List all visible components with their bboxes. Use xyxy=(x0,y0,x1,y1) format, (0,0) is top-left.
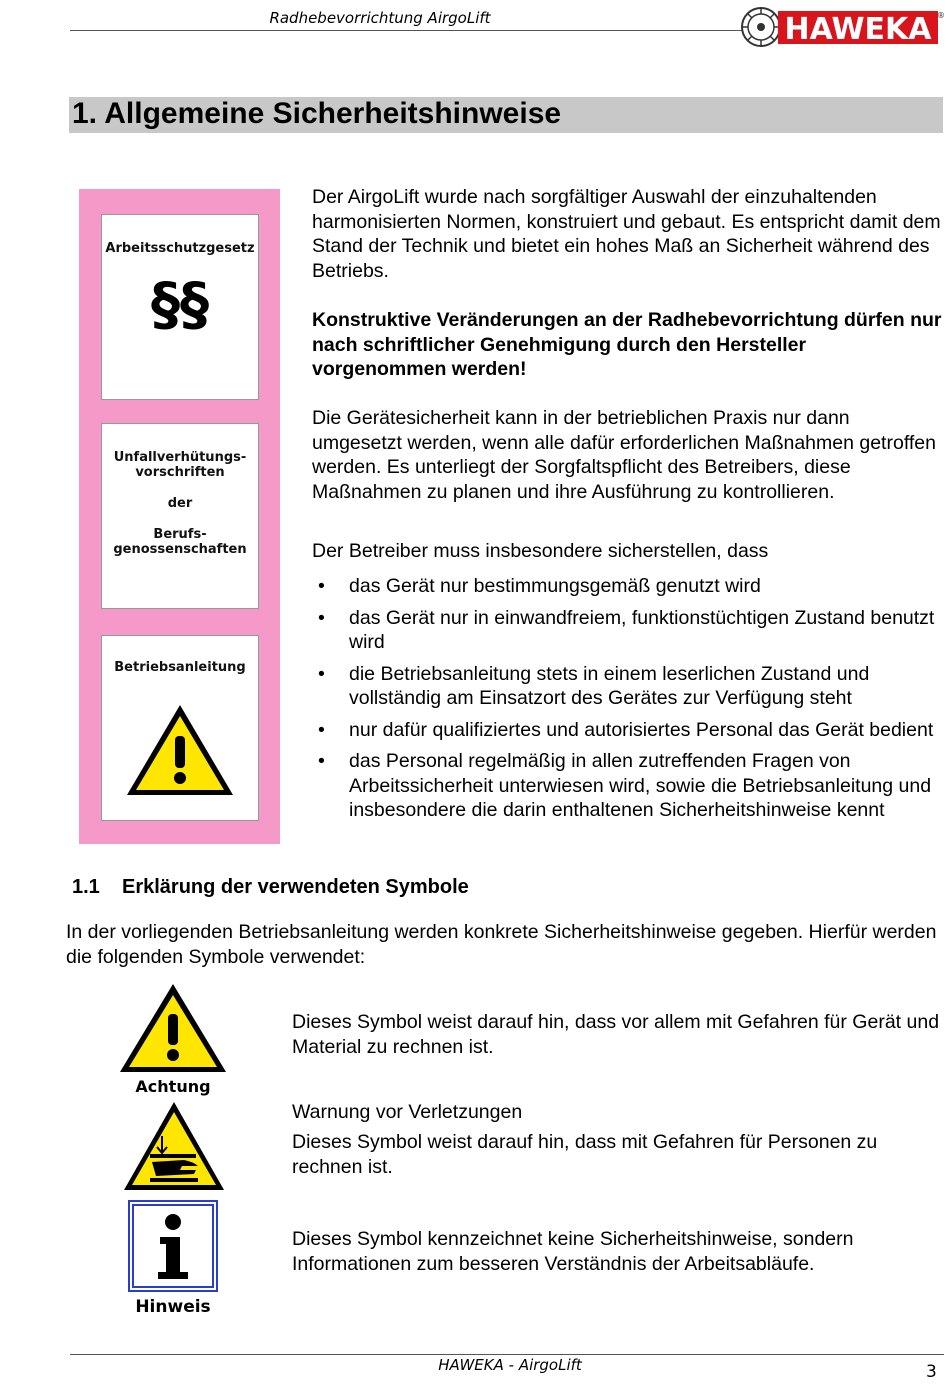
sign-line: Berufs- xyxy=(153,527,207,542)
symbol-caption: Hinweis xyxy=(135,1297,211,1317)
page-number: 3 xyxy=(926,1362,937,1382)
operator-duties-list xyxy=(312,574,942,830)
sign-betriebsanleitung xyxy=(101,635,259,821)
symbol-title: Warnung vor Verletzungen xyxy=(292,1101,523,1123)
operator-paragraph: Der Betreiber muss insbesondere sicherstellen, dass xyxy=(312,540,769,562)
sign-arbeitsschutzgesetz xyxy=(101,214,259,400)
warning-triangle-icon xyxy=(118,982,228,1074)
sign-line: Unfallverhütungs- xyxy=(113,450,247,465)
registered-mark: ® xyxy=(937,11,945,20)
sign-line: der xyxy=(167,496,193,511)
section-title: 1. Allgemeine Sicherheitshinweise xyxy=(72,97,562,130)
subsection-title xyxy=(72,876,469,899)
safety-paragraph: Die Gerätesicherheit kann in der betrieblichen Praxis nur dann umgesetzt werden, wenn alle dafür erforderlichen Maßnahmen getroffen werden. Es unterliegt der Sorgfaltspflicht des Betreibers, diese Maßnahmen zu planen und ihre Ausführung zu kontrollieren. xyxy=(312,407,936,503)
wheel-icon xyxy=(742,8,780,46)
hinweis-symbol xyxy=(126,1200,220,1318)
intro-paragraph: Der AirgoLift wurde nach sorgfältiger Auswahl der einzuhaltenden harmonisierten Normen, konstruiert und gebaut. Es entspricht damit dem Stand der Technik und bietet ein hohes Maß an Sicherheit während des Betriebs. xyxy=(312,186,941,282)
symbol-description: Dieses Symbol weist darauf hin, dass vor allem mit Gefahren für Gerät und Material zu rechnen ist. xyxy=(292,1011,940,1058)
footer-divider xyxy=(70,1354,944,1355)
header-title: Radhebevorrichtung AirgoLift xyxy=(269,9,491,27)
achtung-symbol xyxy=(118,982,228,1094)
sign-line: genossenschaften xyxy=(113,542,247,557)
list-item: • nur dafür qualifiziertes und autorisiertes Personal das Gerät bedient xyxy=(312,718,942,743)
symbol-caption: Achtung xyxy=(135,1077,211,1096)
paragraph-sign-icon: §§ xyxy=(151,270,209,338)
symbol-description: Dieses Symbol kennzeichnet keine Sicherheitshinweise, sondern Informationen zum besseren Verständnis der Arbeitsabläufe. xyxy=(292,1228,854,1275)
sign-line: vorschriften xyxy=(135,465,225,480)
subsection-number: 1.1 xyxy=(72,876,100,898)
sign-unfallverhuetung xyxy=(101,423,259,609)
list-item: • das Personal regelmäßig in allen zutreffenden Fragen von Arbeitssicherheit unterwiesen wird, sowie die Betriebsanleitung und insbesondere die darin enthaltenen Sicherheitshinweise kennt xyxy=(312,749,942,823)
symbol-description: Dieses Symbol weist darauf hin, dass mit Gefahren für Personen zu rechnen ist. xyxy=(292,1131,878,1178)
sign-label: Betriebsanleitung xyxy=(114,660,246,675)
list-item: • das Gerät nur bestimmungsgemäß genutzt wird xyxy=(312,574,942,599)
modification-warning: Konstruktive Veränderungen an der Radhebevorrichtung dürfen nur nach schriftlicher Genehmigung durch den Hersteller vorgenommen werden! xyxy=(312,309,942,380)
haweka-logo xyxy=(740,6,945,48)
footer-text: HAWEKA - AirgoLift xyxy=(438,1356,582,1374)
list-item: • die Betriebsanleitung stets in einem leserlichen Zustand und vollständig am Einsatzort des Gerätes zur Verfügung steht xyxy=(312,662,942,711)
header-divider xyxy=(70,30,742,31)
logo-text: HAWEKA xyxy=(784,12,932,47)
subsection-text: Erklärung der verwendeten Symbole xyxy=(122,876,469,898)
symbols-intro: In der vorliegenden Betriebsanleitung werden konkrete Sicherheitshinweise gegeben. Hierfür werden die folgenden Symbole verwendet: xyxy=(66,921,937,968)
warning-triangle-icon xyxy=(124,702,236,798)
regulation-signs-panel xyxy=(79,189,280,844)
sign-label: Arbeitsschutzgesetz xyxy=(105,241,255,256)
hand-crush-warning-icon xyxy=(122,1100,226,1192)
hand-crush-symbol xyxy=(122,1100,226,1192)
list-item: • das Gerät nur in einwandfreiem, funktionstüchtigen Zustand benutzt wird xyxy=(312,606,942,655)
info-icon xyxy=(128,1200,218,1292)
